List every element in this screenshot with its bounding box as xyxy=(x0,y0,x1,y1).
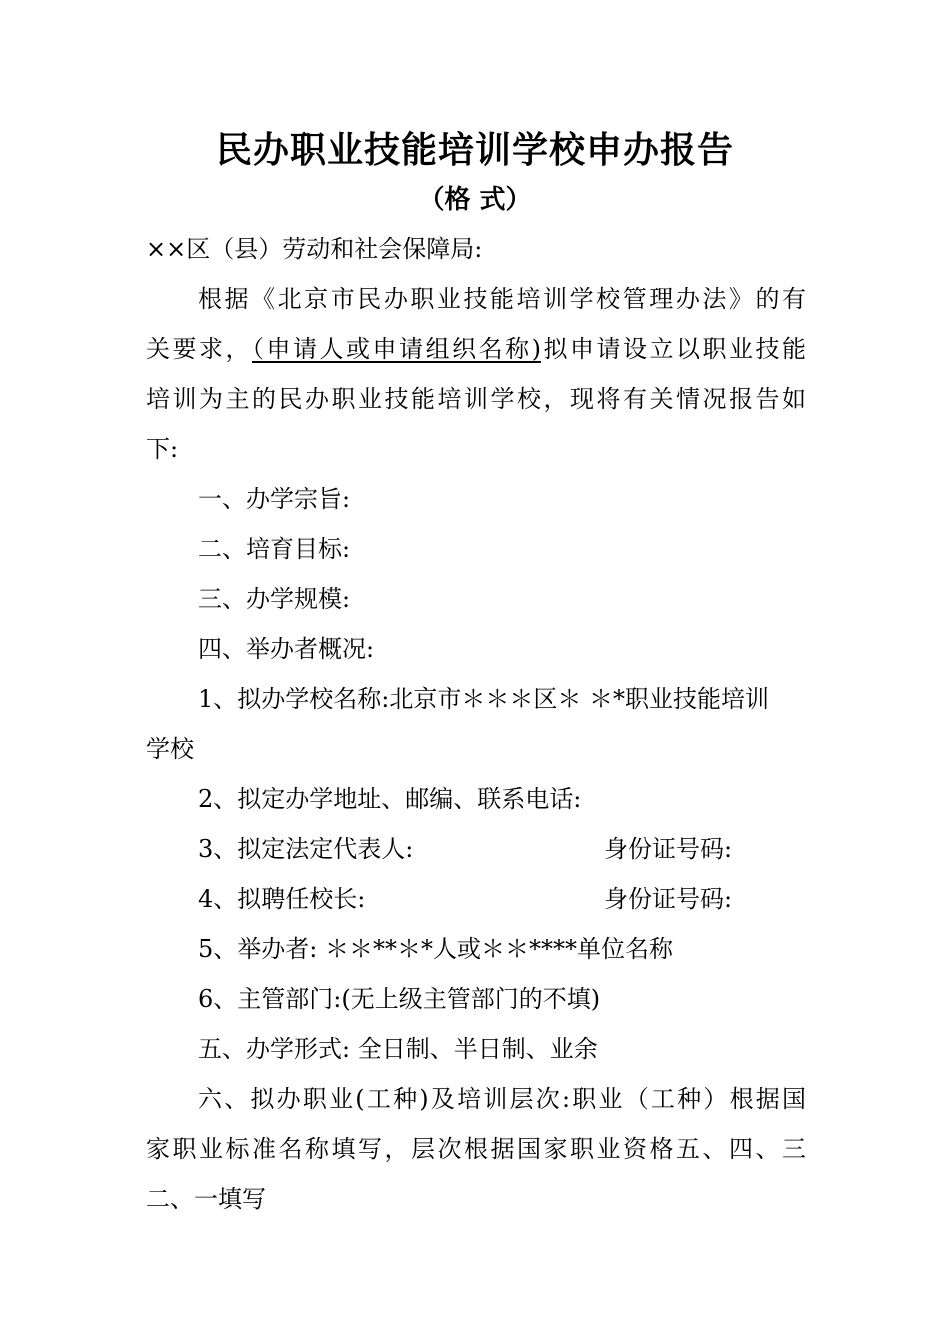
item-school-name-cont: 学校 xyxy=(146,735,194,763)
section-occupations-line-1: 六、拟办职业(工种)及培训层次:职业（工种）根据国 xyxy=(198,1085,806,1113)
section-format: 五、办学形式: 全日制、半日制、业余 xyxy=(198,1035,598,1063)
section-goals: 二、培育目标: xyxy=(198,535,351,563)
principal-label: 4、拟聘任校长: xyxy=(198,885,366,913)
intro-suffix: 拟申请设立以职业技能 xyxy=(540,335,806,363)
item-organizer: 5、举办者: ＊＊**＊*人或＊＊****单位名称 xyxy=(198,935,673,963)
intro-prefix: 关要求， xyxy=(146,335,253,363)
item-supervisor: 6、主管部门:(无上级主管部门的不填) xyxy=(198,985,601,1013)
legal-rep-id-label: 身份证号码: xyxy=(604,835,733,863)
item-legal-rep xyxy=(146,824,806,874)
document-title: 民办职业技能培训学校申办报告 xyxy=(215,130,734,171)
applicant-name-placeholder: （申请人或申请组织名称) xyxy=(252,335,541,363)
item-address: 2、拟定办学地址、邮编、联系电话: xyxy=(198,785,582,813)
document-subtitle: （格 式） xyxy=(418,185,532,215)
section-occupations-line-3: 二、一填写 xyxy=(146,1185,266,1213)
document-body xyxy=(146,224,806,1224)
section-purpose: 一、办学宗旨: xyxy=(198,485,351,513)
legal-rep-label: 3、拟定法定代表人: xyxy=(198,835,414,863)
intro-line-3: 培训为主的民办职业技能培训学校，现将有关情况报告如 xyxy=(146,385,806,413)
intro-line-1: 根据《北京市民办职业技能培训学校管理办法》的有 xyxy=(198,285,806,313)
section-occupations-line-2: 家职业标准名称填写，层次根据国家职业资格五、四、三 xyxy=(146,1135,806,1163)
intro-line-2 xyxy=(146,324,806,374)
principal-id-label: 身份证号码: xyxy=(604,885,733,913)
section-organizer: 四、举办者概况: xyxy=(198,635,375,663)
item-principal xyxy=(146,874,806,924)
item-school-name: 1、拟办学校名称:北京市＊＊＊区＊ ＊*职业技能培训 xyxy=(198,685,769,713)
section-scale: 三、办学规模: xyxy=(198,585,351,613)
addressee-line: ××区（县）劳动和社会保障局: xyxy=(146,235,483,263)
intro-line-4: 下: xyxy=(146,435,179,463)
